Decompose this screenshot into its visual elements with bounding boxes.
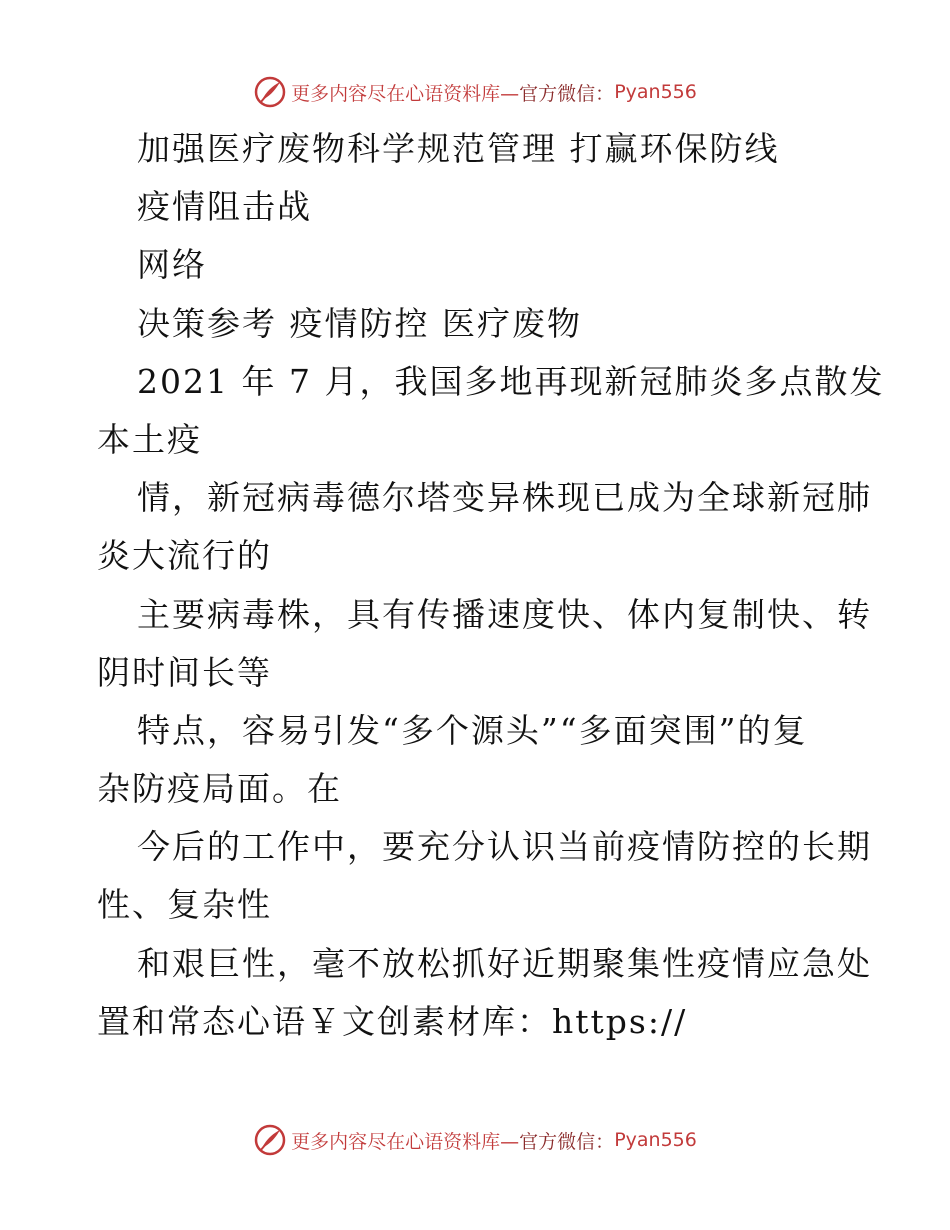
title-line-1: 加强医疗废物科学规范管理 打赢环保防线: [137, 129, 780, 168]
tags-line: 决策参考 疫情防控 医疗废物: [137, 303, 582, 343]
feather-pen-icon: [253, 75, 287, 109]
paragraph-line: 特点，容易引发“多个源头”“多面突围”的复: [137, 710, 808, 750]
source-line: 网络: [137, 245, 207, 285]
footer-watermark-banner: [0, 1120, 950, 1160]
document-body: [97, 120, 885, 1051]
paragraph-line: 杂防疫局面。在: [97, 769, 342, 809]
paragraph-line: 性、复杂性: [97, 885, 272, 925]
header-wechat-id: Pyan556: [614, 81, 697, 103]
paragraph-line: 主要病毒株，具有传播速度快、体内复制快、转: [137, 594, 872, 634]
footer-wechat-label: 官方微信：: [519, 1130, 615, 1153]
title-line-2: 疫情阻击战: [137, 187, 312, 227]
paragraph-line: 今后的工作中，要充分认识当前疫情防控的长期: [137, 827, 872, 867]
paragraph-line: 和艰巨性，毫不放松抓好近期聚集性疫情应急处: [137, 943, 872, 983]
header-site-text: 更多内容尽在心语资料库—: [291, 82, 520, 105]
paragraph-line: 本土疫: [97, 419, 202, 459]
paragraph-line: 置和常态心语￥文创素材库：https://: [97, 1001, 688, 1041]
footer-wechat-id: Pyan556: [614, 1129, 697, 1151]
paragraph-line: 2021 年 7 月，我国多地再现新冠肺炎多点散发: [137, 361, 885, 401]
footer-site-text: 更多内容尽在心语资料库—: [291, 1130, 520, 1153]
header-wechat-label: 官方微信：: [519, 82, 615, 105]
header-watermark-banner: [0, 72, 950, 112]
paragraph-line: 炎大流行的: [97, 536, 272, 576]
feather-pen-icon: [253, 1123, 287, 1157]
paragraph-line: 阴时间长等: [97, 652, 272, 692]
paragraph-line: 情，新冠病毒德尔塔变异株现已成为全球新冠肺: [137, 478, 872, 518]
